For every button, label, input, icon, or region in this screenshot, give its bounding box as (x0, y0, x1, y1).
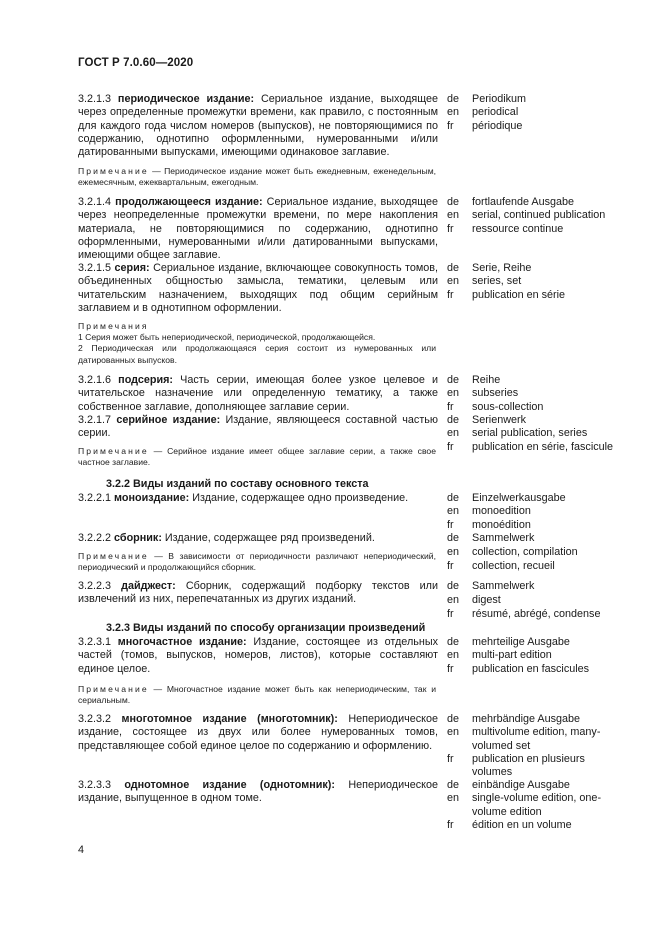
definition-3-2-1-7 (78, 414, 438, 441)
lang-code-de: de (447, 532, 460, 544)
definition-text: Сериальное издание, включающее совокупность томов, объединенных общностью замысла, тематики, целевым или читательским назначением, выходящих под общим серийным заглавием и в однотипном оформлении. (78, 262, 439, 314)
note-label: Примечание (78, 551, 149, 561)
clause-number: 3.2.1.4 (78, 196, 112, 208)
definition-text: Издание, являющееся составной частью серии. (78, 414, 438, 440)
note-label: Примечание (78, 166, 149, 176)
clause-number: 3.2.1.5 (78, 262, 112, 274)
equivalents-3-2-1-3 (447, 93, 627, 133)
lang-code-fr: fr (447, 119, 454, 132)
term-name: дайджест: (121, 580, 176, 592)
clause-number: 3.2.3.2 (78, 713, 112, 725)
lang-code-fr: fr (447, 400, 454, 413)
definition-3-2-3-1 (78, 636, 438, 676)
term-en-line2: volumed set (472, 739, 531, 752)
lang-code-en: en (447, 726, 460, 739)
equivalents-3-2-1-6 (447, 374, 627, 414)
term-de: Reihe (472, 374, 501, 386)
note-text: — Периодическое издание может быть ежедневным, еженедельным, ежемесячным, ежеквартальным, ежегодным. (78, 166, 436, 188)
lang-code-de: de (447, 713, 460, 725)
lang-code-fr: fr (447, 288, 454, 301)
term-en-line1: multivolume edition, many- (472, 726, 601, 739)
term-de: fortlaufende Ausgabe (472, 196, 575, 208)
term-name: продолжающееся издание: (115, 196, 263, 208)
lang-code-en: en (447, 387, 460, 400)
lang-code-de: de (447, 196, 460, 208)
equivalents-3-2-1-7 (447, 414, 627, 454)
term-fr: publication en série (472, 288, 566, 301)
lang-code-en: en (447, 792, 460, 805)
term-name: моноиздание: (114, 492, 190, 504)
equivalents-3-2-2-2 (447, 532, 627, 574)
term-de: einbändige Ausgabe (472, 779, 570, 791)
term-en: digest (472, 594, 501, 606)
term-de: mehrbändige Ausgabe (472, 713, 581, 725)
lang-code-en: en (447, 505, 460, 518)
lang-code-de: de (447, 492, 460, 504)
term-en: monoedition (472, 505, 531, 518)
term-fr: collection, recueil (472, 560, 555, 572)
lang-code-en: en (447, 427, 460, 440)
clause-number: 3.2.2.3 (78, 580, 112, 592)
term-en: periodical (472, 106, 519, 119)
lang-code-fr: fr (447, 662, 454, 675)
term-de: mehrteilige Ausgabe (472, 636, 570, 648)
term-fr: résumé, abrégé, condense (472, 608, 601, 620)
lang-code-de: de (447, 93, 460, 105)
term-name: подсерия: (118, 374, 173, 386)
term-de: Einzelwerkausgabe (472, 492, 566, 504)
definition-text: Часть серии, имеющая более узкое целевое и читательское назначение или определенную тематику, а также собственное заглавие, дополняющее заглавие серии. (78, 374, 439, 413)
term-fr: monoédition (472, 518, 531, 531)
term-en: series, set (472, 275, 522, 288)
term-fr: sous-collection (472, 400, 544, 413)
note-text: — В зависимости от периодичности различают непериодический, периодический и продолжающийся сборник. (78, 551, 436, 573)
clause-number: 3.2.1.3 (78, 93, 112, 105)
term-name: многочастное издание: (117, 636, 247, 648)
clause-number: 3.2.1.7 (78, 414, 112, 426)
note-text: — Многочастное издание может быть как непериодическим, так и сериальным. (78, 684, 436, 706)
clause-number: 3.2.2.1 (78, 492, 112, 504)
term-fr-line1: publication en plusieurs (472, 752, 585, 765)
term-en: collection, compilation (472, 546, 578, 558)
term-name: периодическое издание: (117, 93, 255, 105)
note-text: — Серийное издание имеет общее заглавие серии, а также свое частное заглавие. (78, 446, 436, 468)
lang-code-en: en (447, 275, 460, 288)
term-fr: ressource continue (472, 222, 564, 235)
definition-text: Непериодическое издание, выпущенное в одном томе. (78, 779, 438, 805)
section-heading-3-2-3: 3.2.3 Виды изданий по способу организации произведений (106, 622, 426, 634)
definition-3-2-1-3 (78, 93, 438, 159)
term-en: multi-part edition (472, 649, 552, 662)
clause-number: 3.2.2.2 (78, 532, 112, 544)
lang-code-en: en (447, 209, 460, 222)
clause-number: 3.2.1.6 (78, 374, 112, 386)
term-name: однотомное издание (однотомник): (124, 779, 335, 791)
lang-code-fr: fr (447, 560, 454, 572)
term-en: subseries (472, 387, 519, 400)
equivalents-3-2-1-5 (447, 262, 627, 302)
equivalents-3-2-2-3 (447, 580, 627, 622)
note-label: Примечания (78, 321, 149, 331)
definition-3-2-1-5 (78, 262, 438, 315)
definition-text: Сборник, содержащий подборку текстов или извлечений из них, перепечатанных из других изданий. (78, 580, 439, 606)
document-header: ГОСТ Р 7.0.60—2020 (78, 57, 194, 69)
note-item-1: 1 Серия может быть непериодической, периодической, продолжающейся. (78, 332, 376, 343)
definition-3-2-2-2 (78, 532, 438, 545)
definition-text: Сериальное издание, выходящее через определенные промежутки времени, как правило, с постоянным для каждого года числом номеров (выпусков), не повторяющимися по содержанию, однотипно оформленными, нумерованными и/или датированными выпусками, имеющими одинаковое заглавие. (78, 93, 439, 159)
clause-number: 3.2.3.1 (78, 636, 112, 648)
definition-text: Издание, содержащее ряд произведений. (161, 532, 375, 544)
term-en: serial, continued publication (472, 209, 606, 222)
section-heading-3-2-2: 3.2.2 Виды изданий по составу основного текста (106, 478, 369, 490)
note-periodical (78, 166, 436, 188)
lang-code-de: de (447, 262, 460, 274)
note-serial-publication (78, 446, 436, 468)
note-multipart (78, 684, 436, 706)
term-de: Serie, Reihe (472, 262, 532, 274)
term-fr: périodique (472, 119, 523, 132)
definition-3-2-3-3 (78, 779, 438, 806)
lang-code-fr: fr (447, 222, 454, 235)
lang-code-fr: fr (447, 818, 454, 831)
definition-3-2-1-6 (78, 374, 438, 414)
definition-3-2-2-1 (78, 492, 438, 505)
note-item-2: 2 Периодическая или продолжающаяся серия состоит из нумерованных или датированных выпусков. (78, 343, 436, 365)
definition-3-2-2-3 (78, 580, 438, 607)
note-label: Примечание (78, 446, 149, 456)
equivalents-3-2-3-1 (447, 636, 627, 676)
term-fr: publication en fascicules (472, 662, 590, 675)
definition-text: Издание, содержащее одно произведение. (189, 492, 409, 504)
lang-code-fr: fr (447, 608, 454, 620)
term-fr: publication en série, fascicule (472, 440, 614, 453)
lang-code-en: en (447, 594, 460, 606)
lang-code-de: de (447, 374, 460, 386)
equivalents-3-2-3-2 (447, 713, 627, 779)
lang-code-fr: fr (447, 518, 454, 531)
lang-code-de: de (447, 779, 460, 791)
term-fr: édition en un volume (472, 818, 572, 831)
note-series (78, 321, 436, 366)
definition-text: Непериодическое издание, состоящее из двух или более нумерованных томов, представляющее собой единое целое по содержанию и оформлению. (78, 713, 438, 752)
lang-code-de: de (447, 580, 460, 592)
lang-code-en: en (447, 546, 460, 558)
term-name: серийное издание: (116, 414, 221, 426)
definition-3-2-1-4 (78, 196, 438, 262)
term-de: Periodikum (472, 93, 527, 105)
term-de: Sammelwerk (472, 532, 535, 544)
term-name: многотомное издание (многотомник): (121, 713, 338, 725)
lang-code-fr: fr (447, 440, 454, 453)
equivalents-3-2-1-4 (447, 196, 627, 236)
term-en-line2: volume edition (472, 805, 542, 818)
equivalents-3-2-3-3 (447, 779, 627, 833)
term-de: Sammelwerk (472, 580, 535, 592)
lang-code-fr: fr (447, 752, 454, 765)
lang-code-en: en (447, 649, 460, 662)
definition-text: Издание, состоящее из отдельных частей (томов, выпусков, номеров, листов), которые составляют единое целое. (78, 636, 438, 675)
note-collection (78, 551, 436, 573)
term-name: серия: (114, 262, 150, 274)
term-name: сборник: (114, 532, 162, 544)
lang-code-de: de (447, 414, 460, 426)
definition-3-2-3-2 (78, 713, 438, 753)
clause-number: 3.2.3.3 (78, 779, 112, 791)
lang-code-en: en (447, 106, 460, 119)
term-en-line1: single-volume edition, one- (472, 792, 602, 805)
term-en: serial publication, series (472, 427, 588, 440)
page-number: 4 (78, 844, 85, 856)
equivalents-3-2-2-1 (447, 492, 627, 532)
note-label: Примечание (78, 684, 149, 694)
term-de: Serienwerk (472, 414, 527, 426)
definition-text: Сериальное издание, выходящее через неопределенные промежутки времени, по мере накопления материала, не повторяющимися по содержанию, однотипно оформленными, нумерованными и/или датированными выпусками, имеющими общее заглавие. (78, 196, 438, 262)
lang-code-de: de (447, 636, 460, 648)
term-fr-line2: volumes (472, 766, 513, 779)
